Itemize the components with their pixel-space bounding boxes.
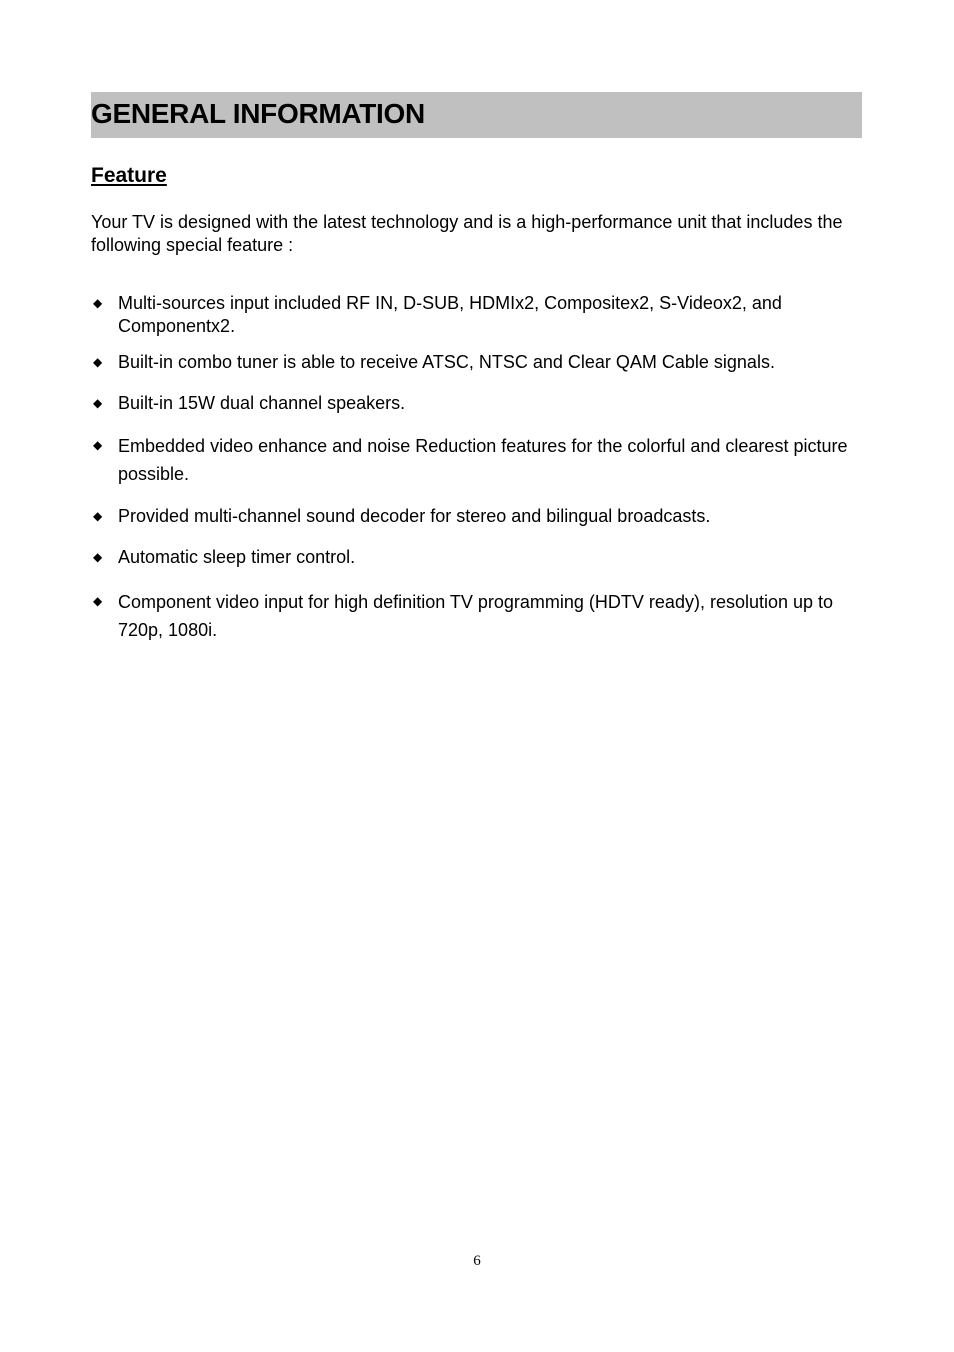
section-title: GENERAL INFORMATION <box>91 98 425 129</box>
list-item <box>91 505 871 528</box>
list-item <box>91 546 871 569</box>
list-item-text: Multi-sources input included RF IN, D-SUB, HDMIx2, Compositex2, S-Videox2, and Componentx2. <box>118 293 782 336</box>
list-item-text: Built-in combo tuner is able to receive ATSC, NTSC and Clear QAM Cable signals. <box>118 352 775 372</box>
diamond-bullet-icon: ◆ <box>93 296 103 310</box>
section-banner <box>91 92 862 138</box>
list-item-text: Built-in 15W dual channel speakers. <box>118 393 406 413</box>
list-item <box>91 292 871 338</box>
list-item <box>91 432 871 488</box>
page-number: 6 <box>473 1253 481 1269</box>
diamond-bullet-icon: ◆ <box>93 509 103 523</box>
diamond-bullet-icon: ◆ <box>93 355 103 369</box>
diamond-bullet-icon: ◆ <box>93 594 103 608</box>
list-item-text: Provided multi-channel sound decoder for stereo and bilingual broadcasts. <box>118 506 711 526</box>
list-item-text: Embedded video enhance and noise Reduction features for the colorful and clearest picture possible. <box>118 436 848 484</box>
list-item-text: Component video input for high definition TV programming (HDTV ready), resolution up to 720p, 1080i. <box>118 592 834 640</box>
list-item <box>91 351 871 374</box>
diamond-bullet-icon: ◆ <box>93 396 103 410</box>
list-item-text: Automatic sleep timer control. <box>118 547 356 567</box>
list-item <box>91 588 871 644</box>
list-item <box>91 392 871 415</box>
diamond-bullet-icon: ◆ <box>93 550 103 564</box>
feature-heading: Feature <box>91 164 167 187</box>
feature-intro: Your TV is designed with the latest technology and is a high-performance unit that includes the following special feature : <box>91 212 843 255</box>
diamond-bullet-icon: ◆ <box>93 438 103 452</box>
